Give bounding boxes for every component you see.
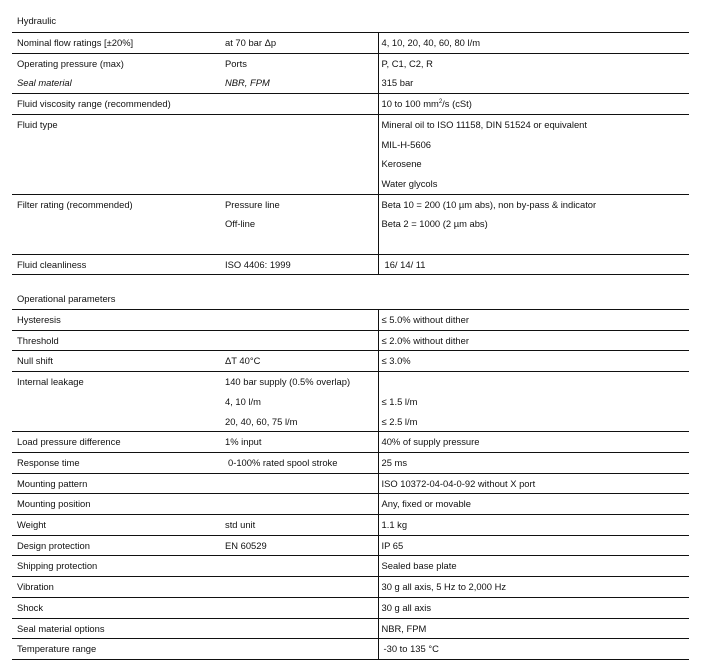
row-value: NBR, FPM: [378, 618, 689, 639]
row-value: P, C1, C2, R: [378, 53, 689, 73]
row-label: Hysteresis: [12, 310, 220, 331]
row-value: 16/ 14/ 11: [378, 254, 689, 275]
viscosity-superscript: 2: [438, 99, 443, 106]
table-row: [12, 310, 689, 331]
row-condition: ISO 4406: 1999: [220, 254, 378, 275]
section-title-operational: Operational parameters: [17, 293, 116, 304]
row-value: ≤ 1.5 l/m: [378, 392, 689, 412]
row-label: Fluid type: [12, 114, 220, 134]
row-label: Threshold: [12, 330, 220, 351]
row-value: Kerosene: [378, 154, 689, 174]
row-value: 1.1 kg: [378, 515, 689, 536]
row-value: ≤ 2.5 l/m: [378, 412, 689, 432]
row-condition: [220, 330, 378, 351]
table-row: [12, 597, 689, 618]
row-value: 25 ms: [378, 452, 689, 473]
row-value: [378, 94, 689, 115]
row-label: Shock: [12, 597, 220, 618]
row-condition: [220, 639, 378, 660]
row-label: Nominal flow ratings [±20%]: [12, 33, 220, 54]
row-label: Shipping protection: [12, 556, 220, 577]
row-label: Mounting position: [12, 494, 220, 515]
row-condition: [220, 494, 378, 515]
table-row: [12, 351, 689, 372]
row-label: Seal material: [17, 77, 72, 89]
hydraulic-table: [12, 32, 689, 275]
row-condition: EN 60529: [220, 535, 378, 556]
table-row: [12, 392, 689, 412]
row-label: Design protection: [12, 535, 220, 556]
table-row: [12, 174, 689, 194]
table-row: [12, 154, 689, 174]
row-value: Beta 2 = 1000 (2 µm abs): [378, 214, 689, 234]
table-row: [12, 535, 689, 556]
row-label: Weight: [12, 515, 220, 536]
table-row: [12, 33, 689, 54]
row-value: 4, 10, 20, 40, 60, 80 l/m: [378, 33, 689, 54]
table-row: [12, 494, 689, 515]
row-condition: [220, 577, 378, 598]
table-row: [12, 372, 689, 392]
row-condition: Pressure line: [220, 194, 378, 214]
row-condition: 140 bar supply (0.5% overlap): [220, 372, 378, 392]
row-label: Vibration: [12, 577, 220, 598]
row-label: Response time: [12, 452, 220, 473]
row-value: ≤ 5.0% without dither: [378, 310, 689, 331]
section-title-hydraulic: Hydraulic: [17, 15, 57, 26]
row-condition: [220, 473, 378, 494]
row-value: Beta 10 = 200 (10 µm abs), non by-pass & indicator: [378, 194, 689, 214]
row-label: Filter rating (recommended): [12, 194, 220, 214]
row-condition: [220, 310, 378, 331]
row-value: MIL-H-5606: [378, 135, 689, 155]
table-row: [12, 254, 689, 275]
table-row: [12, 432, 689, 453]
row-value: IP 65: [378, 535, 689, 556]
row-condition: 0-100% rated spool stroke: [220, 452, 378, 473]
table-row: [12, 73, 689, 93]
row-value: [378, 372, 689, 392]
table-row: [12, 94, 689, 115]
row-condition: [220, 114, 378, 134]
table-row: [12, 114, 689, 134]
row-condition: [220, 556, 378, 577]
row-condition: [220, 94, 378, 115]
row-value: 30 g all axis, 5 Hz to 2,000 Hz: [378, 577, 689, 598]
row-label: Fluid viscosity range (recommended): [12, 94, 220, 115]
table-row: [12, 135, 689, 155]
row-condition: at 70 bar Δp: [220, 33, 378, 54]
table-row: [12, 53, 689, 73]
row-value: Sealed base plate: [378, 556, 689, 577]
row-condition: NBR, FPM: [225, 77, 270, 89]
row-value: ≤ 3.0%: [378, 351, 689, 372]
operational-table: [12, 309, 689, 660]
viscosity-suffix: /s (cSt): [442, 98, 472, 110]
table-row: [12, 330, 689, 351]
row-condition: std unit: [220, 515, 378, 536]
row-condition: Ports: [220, 53, 378, 73]
table-row: [12, 515, 689, 536]
viscosity-prefix: 10 to 100 mm: [381, 98, 439, 110]
row-label: Seal material options: [12, 618, 220, 639]
row-label: Fluid cleanliness: [12, 254, 220, 275]
row-value: 30 g all axis: [378, 597, 689, 618]
row-condition: ΔT 40°C: [220, 351, 378, 372]
table-row: [12, 234, 689, 254]
table-row: [12, 556, 689, 577]
table-row: [12, 618, 689, 639]
row-value: -30 to 135 °C: [378, 639, 689, 660]
table-row: [12, 473, 689, 494]
row-condition: Off-line: [225, 218, 256, 230]
row-value: ISO 10372-04-04-0-92 without X port: [378, 473, 689, 494]
row-value: Water glycols: [378, 174, 689, 194]
row-label: Mounting pattern: [12, 473, 220, 494]
row-label: Null shift: [12, 351, 220, 372]
table-row: [12, 452, 689, 473]
row-condition: [220, 597, 378, 618]
row-condition: 4, 10 l/m: [225, 395, 261, 407]
table-row: [12, 577, 689, 598]
table-row: [12, 639, 689, 660]
table-row: [12, 412, 689, 432]
row-value: 40% of supply pressure: [378, 432, 689, 453]
row-value: ≤ 2.0% without dither: [378, 330, 689, 351]
row-condition: 1% input: [220, 432, 378, 453]
row-value: Mineral oil to ISO 11158, DIN 51524 or equivalent: [378, 114, 689, 134]
table-row: [12, 214, 689, 234]
row-value: 315 bar: [378, 73, 689, 93]
row-value: Any, fixed or movable: [378, 494, 689, 515]
row-condition: [220, 618, 378, 639]
row-condition: 20, 40, 60, 75 l/m: [225, 415, 298, 427]
row-label: Internal leakage: [12, 372, 220, 392]
row-label: Temperature range: [12, 639, 220, 660]
table-row: [12, 194, 689, 214]
row-label: Load pressure difference: [12, 432, 220, 453]
row-label: Operating pressure (max): [12, 53, 220, 73]
